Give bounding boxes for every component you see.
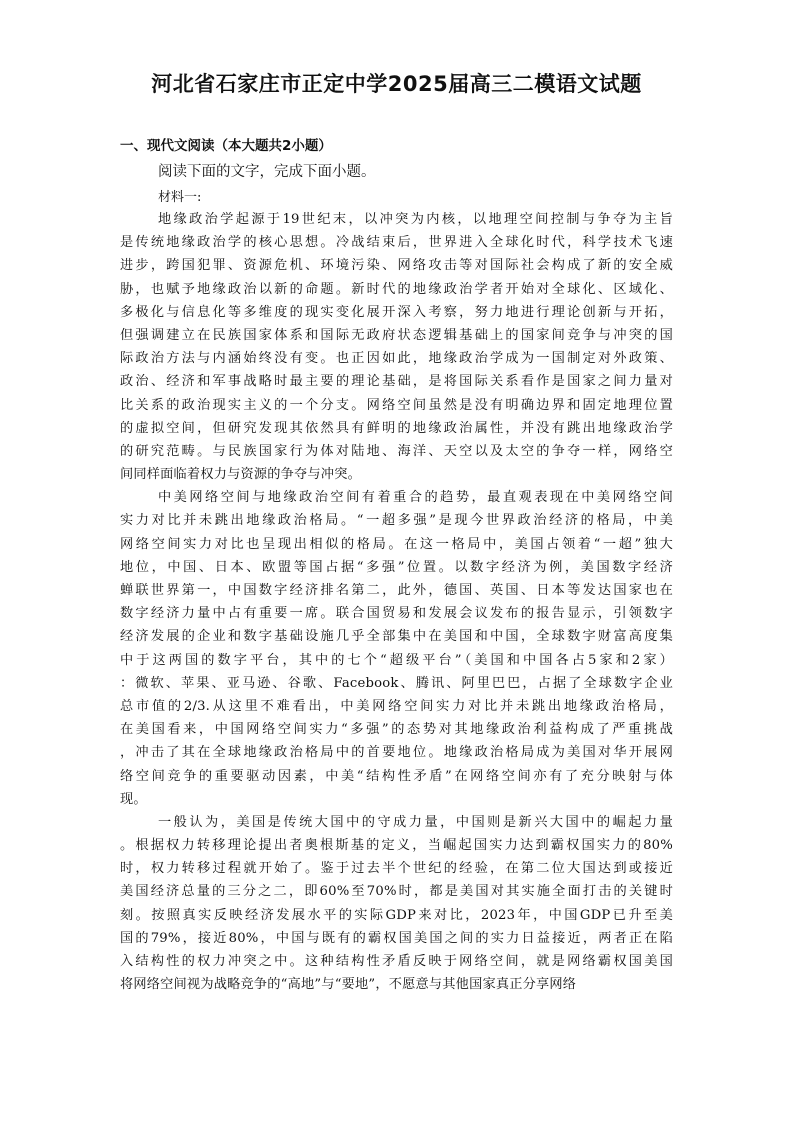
section-heading: 一、现代文阅读（本大题共2小题） [120,138,332,154]
passage-line: 但强调建立在民族国家体系和国际无政府状态逻辑基础上的国家间竞争与冲突的国 [120,327,673,343]
passage-line: 经济发展的企业和数字基础设施几乎全部集中在美国和中国，全球数字财富高度集 [120,629,673,645]
passage-line: 时，权力转移过程就开始了。鉴于过去半个世纪的经验，在第二位大国达到或接近 [120,861,673,877]
passage-line: 数字经济力量中占有重要一席。联合国贸易和发展会议发布的报告显示，引领数字 [120,606,673,622]
passage-line: 现。 [120,791,147,807]
passage-line: 地缘政治学起源于19世纪末，以冲突为内核，以地理空间控制与争夺为主旨 [158,212,673,227]
passage-line: 的研究范畴。与民族国家行为体对陆地、海洋、天空以及太空的争夺一样，网络空 [120,443,673,459]
passage-line: 间同样面临着权力与资源的争夺与冲突。 [120,467,361,483]
passage-line: 际政治方法与内涵始终没有变。也正因如此，地缘政治学成为一国制定对外政策、 [120,351,673,367]
passage-line: 一般认为，美国是传统大国中的守成力量，中国则是新兴大国中的崛起力量 [158,814,673,830]
passage-line: 是传统地缘政治学的核心思想。冷战结束后，世界进入全球化时代，科学技术飞速 [120,235,673,251]
passage-line: 将网络空间视为战略竞争的“高地”与“要地”，不愿意与其他国家真正分享网络 [120,977,577,993]
passage-line: 实力对比并未跳出地缘政治格局。“一超多强”是现今世界政治经济的格局，中美 [120,513,673,529]
passage-line: 中于这两国的数字平台，其中的七个“超级平台”（美国和中国各占5家和2家） [120,652,673,668]
passage-line: 美国经济总量的三分之二，即60%至70%时，都是美国对其实施全面打击的关键时 [120,884,673,900]
material-label: 材料一: [158,190,202,205]
passage-line: 络空间竞争的重要驱动因素，中美“结构性矛盾”在网络空间亦有了充分映射与体 [120,768,673,784]
passage-line: 国的79%，接近80%，中国与既有的霸权国美国之间的实力日益接近，两者正在陷 [120,930,673,946]
passage-line: 在美国看来，中国网络空间实力“多强”的态势对其地缘政治利益构成了严重挑战 [120,722,673,738]
passage-body [120,208,673,996]
passage-line: 总市值的2/3.从这里不难看出，中美网络空间实力对比并未跳出地缘政治格局， [120,698,673,714]
passage-line: 多极化与信息化等多维度的现实变化展开深入考察，努力地进行理论创新与开拓， [120,304,673,320]
passage-line: 入结构性的权力冲突之中。这种结构性矛盾反映于网络空间，就是网络霸权国美国 [120,954,673,969]
passage-line: ，冲击了其在全球地缘政治格局中的首要地位。地缘政治格局成为美国对华开展网 [120,745,673,761]
passage-line: 网络空间实力对比也呈现出相似的格局。在这一格局中，美国占领着“一超”独大 [120,536,673,552]
reading-instruction: 阅读下面的文字，完成下面小题。 [158,164,376,180]
passage-line: 。根据权力转移理论提出者奥根斯基的定义，当崛起国实力达到霸权国实力的80% [120,838,673,854]
passage-line: 中美网络空间与地缘政治空间有着重合的趋势，最直观表现在中美网络空间 [158,490,673,506]
passage-line: 进步，跨国犯罪、资源危机、环境污染、网络攻击等对国际社会构成了新的安全威 [120,258,673,274]
passage-line: 比关系的政治现实主义的一个分支。网络空间虽然是没有明确边界和固定地理位置 [120,397,673,413]
passage-line: 的虚拟空间，但研究发现其依然具有鲜明的地缘政治属性，并没有跳出地缘政治学 [120,420,673,436]
passage-line: 刻。按照真实反映经济发展水平的实际GDP来对比，2023年，中国GDP已升至美 [120,907,673,923]
passage-line: 胁，也赋予地缘政治以新的命题。新时代的地缘政治学者开始对全球化、区域化、 [120,281,673,297]
passage-line: ：微软、苹果、亚马逊、谷歌、Facebook、腾讯、阿里巴巴，占据了全球数字企业 [120,675,673,691]
passage-line: 政治、经济和军事战略时最主要的理论基础，是将国际关系看作是国家之间力量对 [120,374,673,390]
passage-line: 地位，中国、日本、欧盟等国占据“多强”位置。以数字经济为例，美国数字经济 [120,559,673,575]
page-title: 河北省石家庄市正定中学2025届高三二模语文试题 [151,72,642,96]
passage-line: 蝉联世界第一，中国数字经济排名第二，此外，德国、英国、日本等发达国家也在 [120,583,673,598]
